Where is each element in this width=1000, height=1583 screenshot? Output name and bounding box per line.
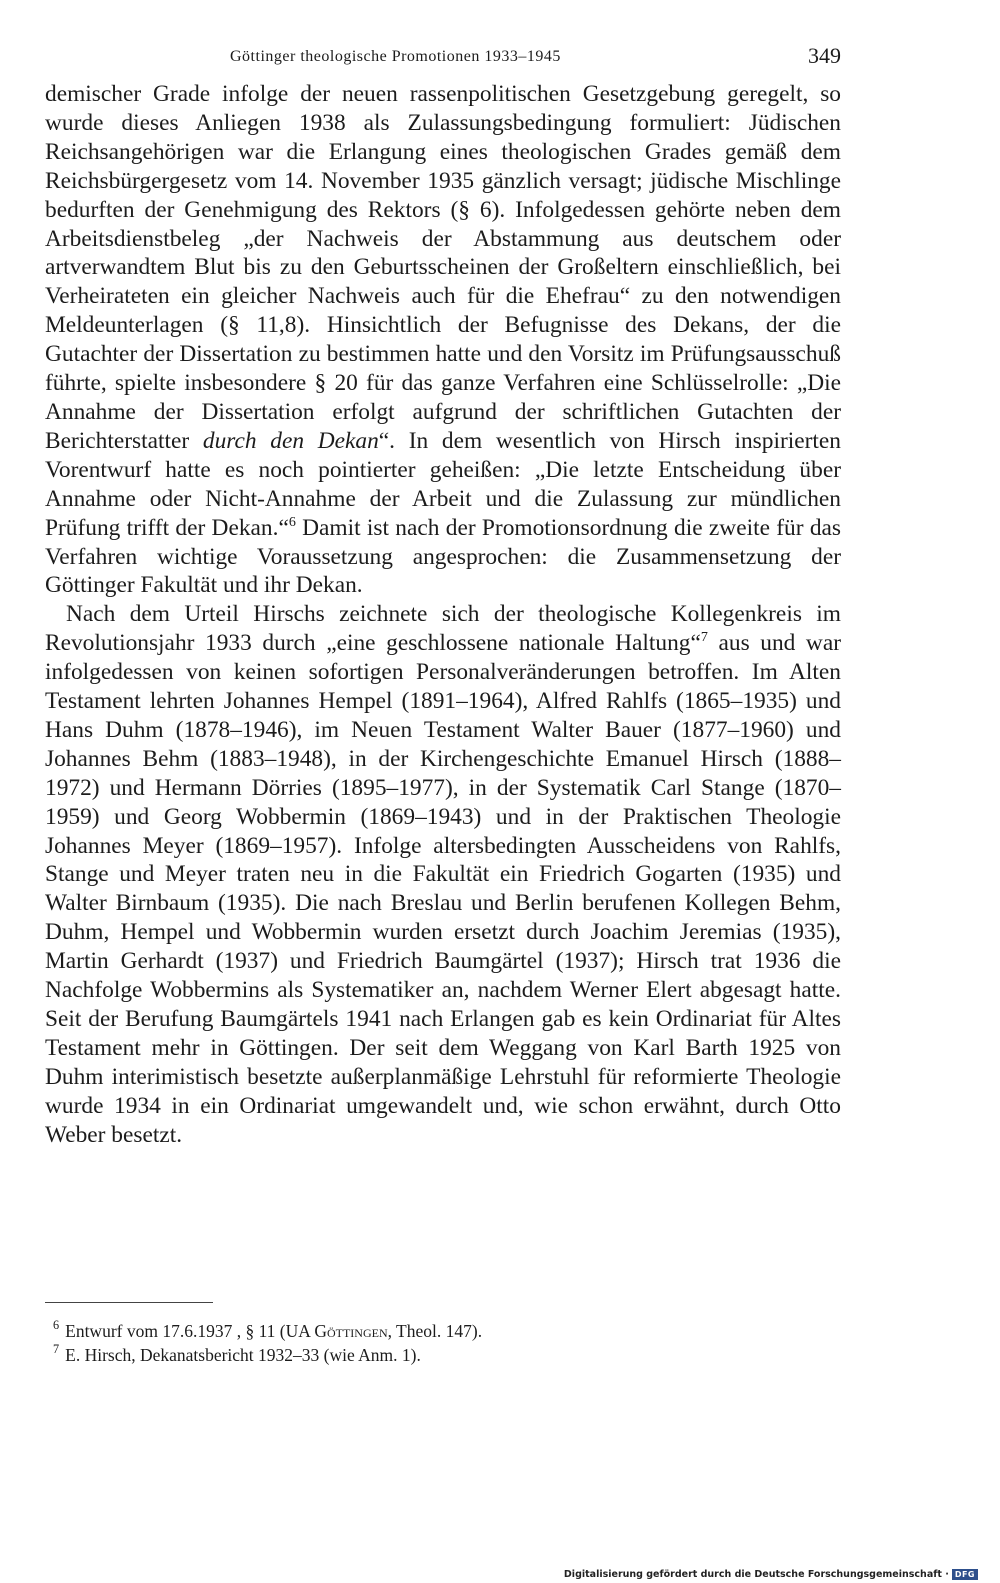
paragraph-text: demischer Grade infolge der neuen rassenpolitischen Gesetzgebung geregelt, so wurde dieses Anliegen 1938 als Zulassungsbedingung formuliert: Jüdischen Reichsangehörigen war die Erlangung eines theologischen Grades gemäß dem Reichsbürgergesetz vom 14. November 1935 gänzlich versagt; jüdische Mischlinge bedurften der Genehmigung des Rektors (§ 6). Infolgedessen gehörte neben dem Arbeitsdienstbeleg „der Nachweis der Abstammung aus deutschem oder artverwandtem Blut bis zu den Geburtsscheinen der Großeltern einschließlich, bei Verheirateten ein gleicher Nachweis auch für die Ehefrau“ zu den notwendigen Meldeunterlagen (§ 11,8). Hinsichtlich der Befugnisse des Dekans, der die Gutachter der Dissertation zu bestimmen hatte und den Vorsitz im Prüfungsausschuß führte, spielte insbesondere § 20 für das ganze Verfahren eine Schlüsselrolle: „Die Annahme der Dissertation erfolgt aufgrund der schriftlichen Gutachten der Berichterstatter xyxy=(45,81,841,454)
footnote-divider xyxy=(45,1302,213,1303)
paragraph-text: “. In dem wesentlich von Hirsch inspirierten Vorentwurf hatte es noch pointierter geheißen: „Die letzte Entscheidung über Annahme oder Nicht-Annahme der Arbeit und die Zulassung zur mündlichen Prüfung trifft der Dekan.“ xyxy=(45,427,841,541)
footnote-reference[interactable]: 6 xyxy=(288,513,296,530)
footnote-number: 7 xyxy=(53,1342,60,1357)
digitization-credit xyxy=(564,1569,978,1580)
footnote-text: , Theol. 147). xyxy=(387,1321,483,1341)
paragraph-text: aus und war infolgedessen von keinen sofortigen Personalveränderungen betroffen. Im Alten Testament lehrten Johannes Hempel (1891–1964), Alfred Rahlfs (1865–1935) und Hans Duhm (1878–1946), im Neuen Testament Walter Bauer (1877–1960) und Johannes Behm (1883–1948), in der Kirchengeschichte Emanuel Hirsch (1888–1972) und Hermann Dörries (1895–1977), in der Systematik Carl Stange (1870–1959) und Georg Wobbermin (1869–1943) und in der Praktischen Theologie Johannes Meyer (1869–1957). Infolge altersbedingten Ausscheidens von Rahlfs, Stange und Meyer traten neu in die Fakultät ein Friedrich Gogarten (1935) und Walter Birnbaum (1935). Die nach Breslau und Berlin berufenen Kollegen Behm, Duhm, Hempel und Wobbermin wurden ersetzt durch Joachim Jeremias (1935), Martin Gerhardt (1937) und Friedrich Baumgärtel (1937); Hirsch trat 1936 die Nachfolge Wobbermins als Systematiker an, nachdem Werner Elert abgesagt hatte. Seit der Berufung Baumgärtels 1941 nach Erlangen gab es kein Ordinariat für Altes Testament mehr in Göttingen. Der seit dem Weggang von Karl Barth 1925 von Duhm interimistisch besetzte außerplanmäßige Lehrstuhl für reformierte Theologie wurde 1934 in ein Ordinariat umgewandelt und, wie schon erwähnt, durch Otto Weber besetzt. xyxy=(45,630,841,1148)
paragraph-text: Nach dem Urteil Hirschs zeichnete sich der theologische Kollegenkreis im Revolutionsjahr 1933 durch „eine geschlossene nationale Haltung“ xyxy=(45,601,841,657)
footnote-text: Entwurf vom 17.6.1937 , § 11 (UA xyxy=(65,1321,315,1341)
body-text xyxy=(45,80,841,1150)
paragraph xyxy=(45,80,841,600)
footnotes xyxy=(45,1319,825,1367)
footnote-text: E. Hirsch, Dekanatsbericht 1932–33 (wie Anm. 1). xyxy=(65,1345,421,1365)
page-content xyxy=(45,40,841,1150)
footnote-number: 6 xyxy=(53,1318,60,1333)
running-header xyxy=(45,40,841,74)
paragraph-text: Damit ist nach der Promotionsordnung die zweite für das Verfahren wichtige Voraussetzung angesprochen: die Zusammensetzung der Göttinger Fakultät und ihr Dekan. xyxy=(45,514,841,599)
credit-text: Digitalisierung gefördert durch die Deutsche Forschungsgemeinschaft · xyxy=(563,1569,949,1580)
footnote-reference[interactable]: 7 xyxy=(700,629,708,646)
page-number: 349 xyxy=(808,43,841,68)
footnote xyxy=(45,1319,825,1343)
footnote-small-caps: Göttingen xyxy=(314,1321,388,1341)
footnote xyxy=(45,1343,825,1367)
emphasized-text: durch den Dekan xyxy=(202,427,379,454)
header-title: Göttinger theologische Promotionen 1933–1945 xyxy=(230,48,561,65)
dfg-logo-icon: DFG xyxy=(952,1569,978,1580)
paragraph xyxy=(45,600,841,1149)
